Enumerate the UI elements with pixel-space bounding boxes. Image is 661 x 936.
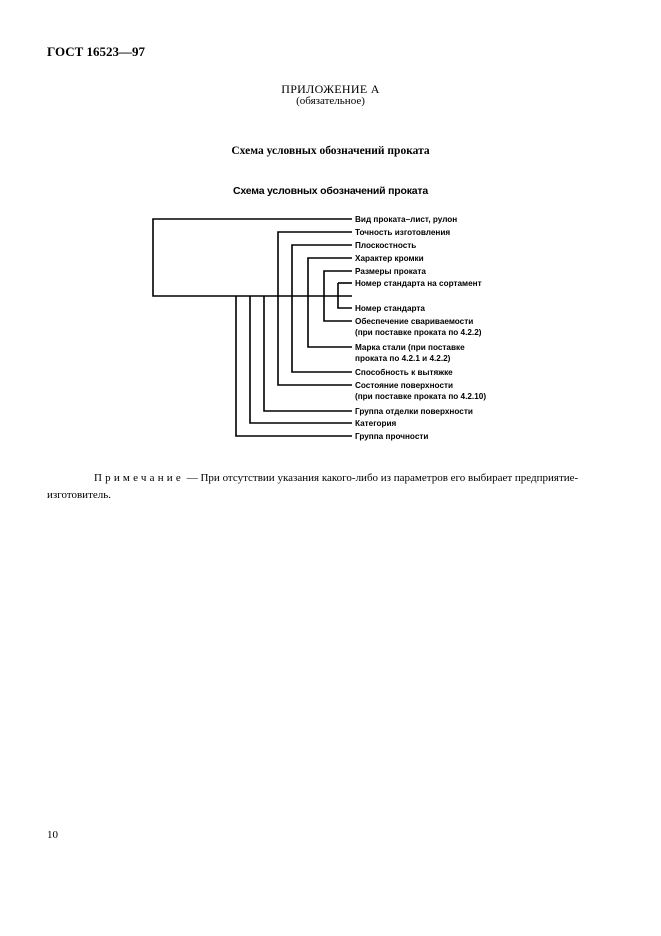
note-text: — При отсутствии указания какого-либо из параметров его выбирает предприятие-изготовитель. [47, 472, 579, 501]
label-product-dimensions: Размеры проката [355, 267, 426, 276]
label-steel-grade-condition: проката по 4.2.1 и 4.2.2) [355, 354, 451, 363]
label-manufacturing-accuracy: Точность изготовления [355, 228, 451, 237]
note-label: Примечание [94, 472, 184, 484]
diagram-title: Схема условных обозначений проката [233, 185, 428, 197]
label-rolled-product-type: Вид проката–лист, рулон [355, 215, 458, 224]
label-surface-condition-note: (при поставке проката по 4.2.10) [355, 392, 487, 401]
label-flatness: Плоскостность [355, 241, 417, 250]
label-category: Категория [355, 419, 397, 428]
appendix-subtitle: (обязательное) [296, 95, 365, 107]
label-steel-grade: Марка стали (при поставке [355, 343, 465, 352]
appendix-title: ПРИЛОЖЕНИЕ А [281, 82, 380, 96]
label-surface-finish-group: Группа отделки поверхности [355, 407, 473, 416]
section-title: Схема условных обозначений проката [231, 145, 430, 157]
label-edge-type: Характер кромки [355, 254, 424, 263]
label-surface-condition: Состояние поверхности [355, 381, 454, 390]
standard-code: ГОСТ 16523—97 [47, 44, 146, 59]
label-strength-group: Группа прочности [355, 432, 429, 441]
label-assortment-standard-number: Номер стандарта на сортамент [355, 279, 482, 288]
label-standard-number: Номер стандарта [355, 304, 425, 313]
label-weldability-condition: (при поставке проката по 4.2.2) [355, 328, 482, 337]
note-paragraph [47, 470, 604, 504]
page-number: 10 [47, 829, 58, 841]
label-drawability: Способность к вытяжке [355, 368, 453, 377]
diagram-connector-lines [153, 219, 352, 436]
label-weldability: Обеспечение свариваемости [355, 317, 474, 326]
